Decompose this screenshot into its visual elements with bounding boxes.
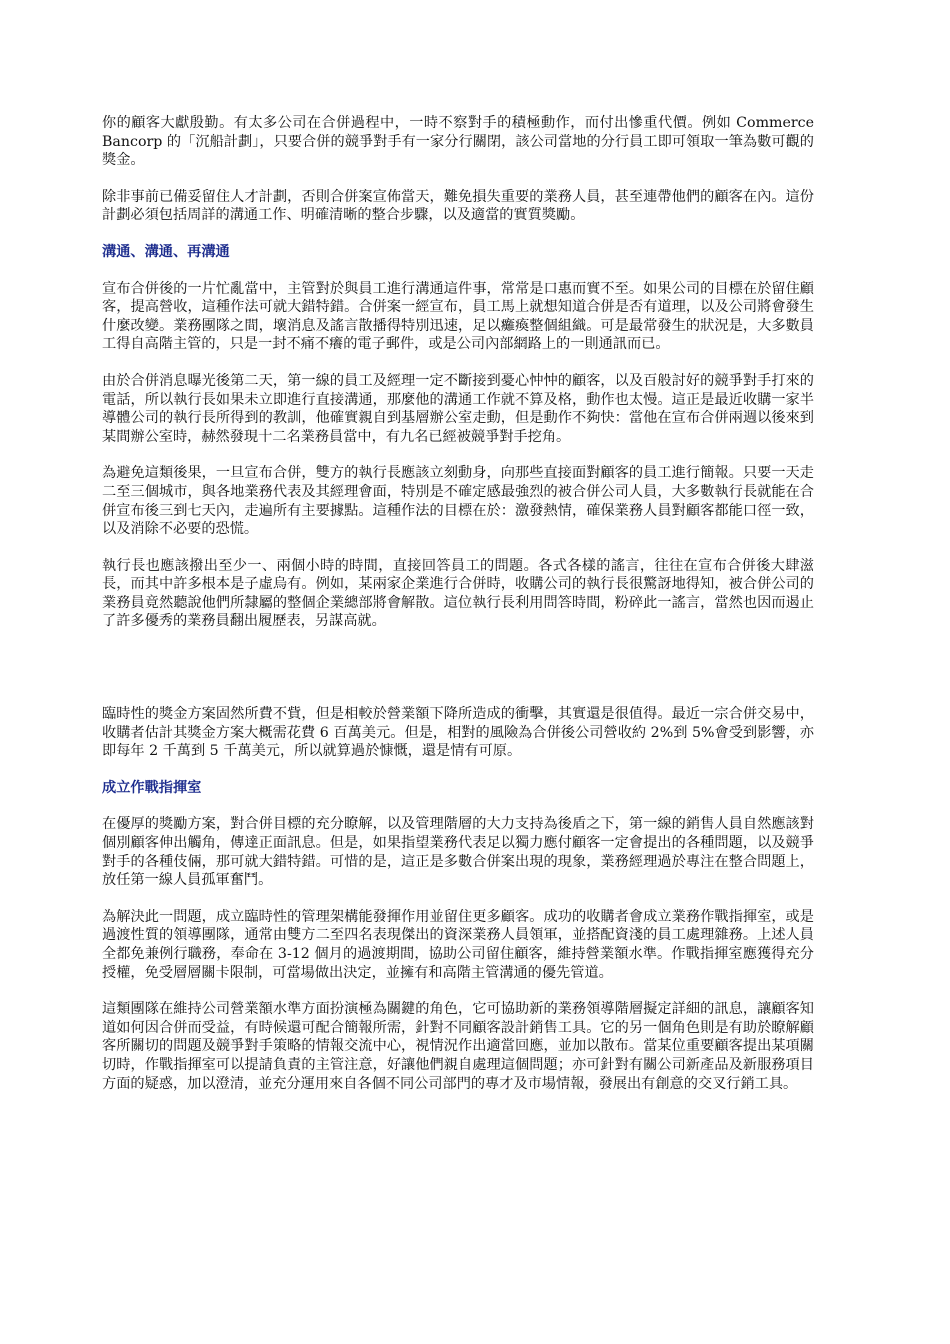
paragraph-war-room-3: 這類團隊在維持公司營業額水準方面扮演極為關鍵的角色，它可協助新的業務領導階層擬定詳細的訊息，讓顧客知道如何因合併而受益，有時候還可配合簡報所需，針對不同顧客設計銷售工具。它的另一個角色則是有助於瞭解顧客所關切的問題及競爭對手策略的情報交流中心，視情況作出適當回應，並加以散布。當某位重要顧客提出某項關切時，作戰指揮室可以提請負責的主管注意，好讓他們親自處理這個問題；亦可針對有關公司新產品及新服務項目方面的疑惑，加以澄清，並充分運用來自各個不同公司部門的專才及市場情報，發展出有創意的交叉行銷工具。 (102, 1001, 814, 1092)
paragraph-communication-1: 宣布合併後的一片忙亂當中，主管對於與員工進行溝通這件事，常常是口惠而實不至。如果公司的目標在於留住顧客，提高營收，這種作法可就大錯特錯。合併案一經宣布，員工馬上就想知道合併是否有道理，以及公司將會發生什麼改變。業務團隊之間，壞消息及謠言散播得特別迅速，足以癱瘓整個組織。可是最常發生的狀況是，大多數員工得自高階主管的，只是一封不痛不癢的電子郵件，或是公司內部網路上的一則通訊而已。 (102, 280, 814, 353)
section-heading-war-room: 成立作戰指揮室 (102, 779, 202, 796)
paragraph-communication-2: 由於合併消息曝光後第二天，第一線的員工及經理一定不斷接到憂心忡忡的顧客，以及百般討好的競爭對手打來的電話，所以執行長如果未立即進行直接溝通，那麼他的溝通工作就不算及格，動作也太慢。這正是最近收購一家半導體公司的執行長所得到的教訓，他確實親自到基層辦公室走動，但是動作不夠快：當他在宣布合併兩週以後來到某間辦公室時，赫然發現十二名業務員當中，有九名已經被競爭對手挖角。 (102, 372, 814, 445)
blank-gap (102, 649, 814, 705)
paragraph-bonus-intro: 你的顧客大獻殷勤。有太多公司在合併過程中，一時不察對手的積極動作，而付出慘重代價。例如 Commerce Bancorp 的「沉船計劃」，只要合併的競爭對手有一家分行關閉，該公司當地的分行員工即可領取一筆為數可觀的獎金。 (102, 115, 814, 169)
section-heading-communication: 溝通、溝通、再溝通 (102, 243, 230, 260)
document-page (102, 114, 814, 1111)
paragraph-communication-4: 執行長也應該撥出至少一、兩個小時的時間，直接回答員工的問題。各式各樣的謠言，往往在宣布合併後大肆滋長，而其中許多根本是子虛烏有。例如，某兩家企業進行合併時，收購公司的執行長很驚訝地得知，被合併公司的業務員竟然聽說他們所隸屬的整個企業總部將會解散。這位執行長利用問答時間，粉碎此一謠言，當然也因而遏止了許多優秀的業務員翻出履歷表，另謀高就。 (102, 557, 814, 630)
paragraph-war-room-1: 在優厚的獎勵方案，對合併目標的充分瞭解，以及管理階層的大力支持為後盾之下，第一線的銷售人員自然應該對個別顧客伸出觸角，傳達正面訊息。但是，如果指望業務代表足以獨力應付顧客一定會提出的各種問題，以及競爭對手的各種伎倆，那可就大錯特錯。可惜的是，這正是多數合併案出現的現象，業務經理過於專注在整合問題上，放任第一線人員孤軍奮鬥。 (102, 816, 814, 889)
paragraph-retention-plan: 除非事前已備妥留住人才計劃，否則合併案宣佈當天，難免損失重要的業務人員，甚至連帶他們的顧客在內。這份計劃必須包括周詳的溝通工作、明確清晰的整合步驟，以及適當的實質獎勵。 (102, 188, 814, 224)
paragraph-war-room-2: 為解決此一問題，成立臨時性的管理架構能發揮作用並留住更多顧客。成功的收購者會成立業務作戰指揮室，或是過渡性質的領導團隊，通常由雙方二至四名表現傑出的資深業務人員領軍，並搭配資淺的員工處理雜務。上述人員全都免兼例行職務，奉命在 3-12 個月的過渡期間，協助公司留住顧客，維持營業額水準。作戰指揮室應獲得充分授權，免受層層關卡限制，可當場做出決定，並擁有和高階主管溝通的優先管道。 (102, 908, 814, 981)
paragraph-communication-3: 為避免這類後果，一旦宣布合併，雙方的執行長應該立刻動身，向那些直接面對顧客的員工進行簡報。只要一天走二至三個城市，與各地業務代表及其經理會面，特別是不確定感最強烈的被合併公司人員，大多數執行長就能在合併宣布後三到七天內，走遍所有主要據點。這種作法的目標在於：激發熱情，確保業務人員對顧客都能口徑一致，以及消除不必要的恐慌。 (102, 465, 814, 538)
paragraph-bonus-cost: 臨時性的獎金方案固然所費不貲，但是相較於營業額下降所造成的衝擊，其實還是很值得。最近一宗合併交易中，收購者估計其獎金方案大概需花費 6 百萬美元。但是，相對的風險為合併後公司營收約 2%到 5%會受到影響，亦即每年 2 千萬到 5 千萬美元，所以就算過於慷慨，還是情有可原。 (102, 706, 814, 760)
